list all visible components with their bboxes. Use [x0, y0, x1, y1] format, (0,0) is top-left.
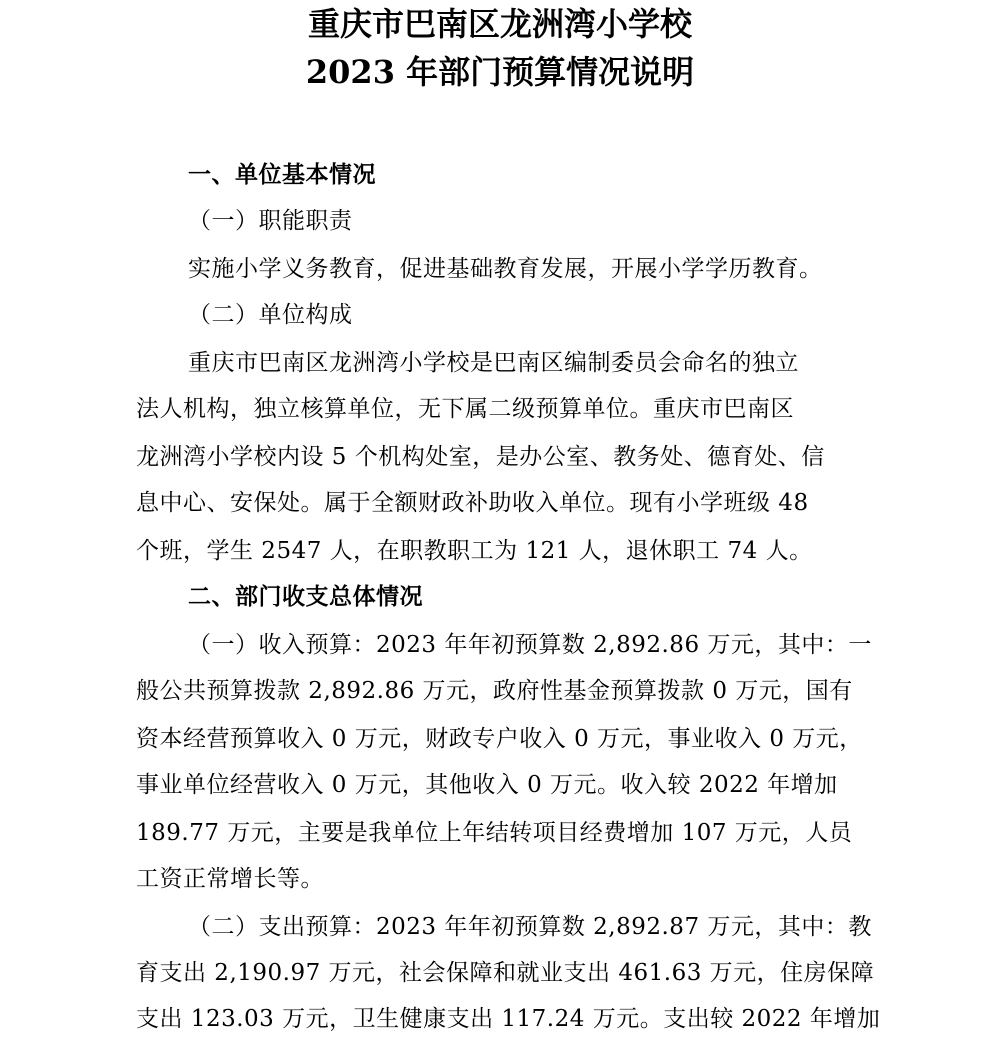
- paragraph-line: （二）支出预算：2023 年年初预算数 2,892.87 万元，其中：教: [188, 914, 872, 940]
- paragraph-line: 189.77 万元，主要是我单位上年结转项目经费增加 107 万元，人员: [136, 820, 853, 846]
- paragraph-line: （一）收入预算：2023 年年初预算数 2,892.86 万元，其中：一: [188, 632, 872, 658]
- section-heading-revenue-expenditure: 二、部门收支总体情况: [188, 584, 423, 610]
- paragraph-line: 般公共预算拨款 2,892.86 万元，政府性基金预算拨款 0 万元，国有: [136, 678, 853, 704]
- section-heading-unit-basics: 一、单位基本情况: [188, 162, 376, 188]
- paragraph-line: 实施小学义务教育，促进基础教育发展，开展小学学历教育。: [188, 256, 823, 282]
- paragraph-line: 支出 123.03 万元，卫生健康支出 117.24 万元。支出较 2022 年增加: [136, 1006, 881, 1032]
- paragraph-line: 法人机构，独立核算单位，无下属二级预算单位。重庆市巴南区: [136, 396, 794, 422]
- subheading-functions: （一）职能职责: [188, 208, 353, 234]
- paragraph-line: 重庆市巴南区龙洲湾小学校是巴南区编制委员会命名的独立: [188, 350, 799, 376]
- paragraph-line: 个班，学生 2547 人，在职教职工为 121 人，退休职工 74 人。: [136, 538, 813, 564]
- paragraph-line: 资本经营预算收入 0 万元，财政专户收入 0 万元，事业收入 0 万元，: [136, 726, 863, 752]
- paragraph-line: 龙洲湾小学校内设 5 个机构处室，是办公室、教务处、德育处、信: [136, 444, 825, 470]
- paragraph-line: 息中心、安保处。属于全额财政补助收入单位。现有小学班级 48: [136, 490, 809, 516]
- document-title-line-1: 重庆市巴南区龙洲湾小学校: [307, 5, 692, 43]
- paragraph-line: 工资正常增长等。: [136, 866, 324, 892]
- paragraph-line: 事业单位经营收入 0 万元，其他收入 0 万元。收入较 2022 年增加: [136, 772, 838, 798]
- subheading-composition: （二）单位构成: [188, 302, 353, 328]
- document-title-line-2: 2023 年部门预算情况说明: [305, 53, 695, 91]
- paragraph-line: 育支出 2,190.97 万元，社会保障和就业支出 461.63 万元，住房保障: [136, 960, 875, 986]
